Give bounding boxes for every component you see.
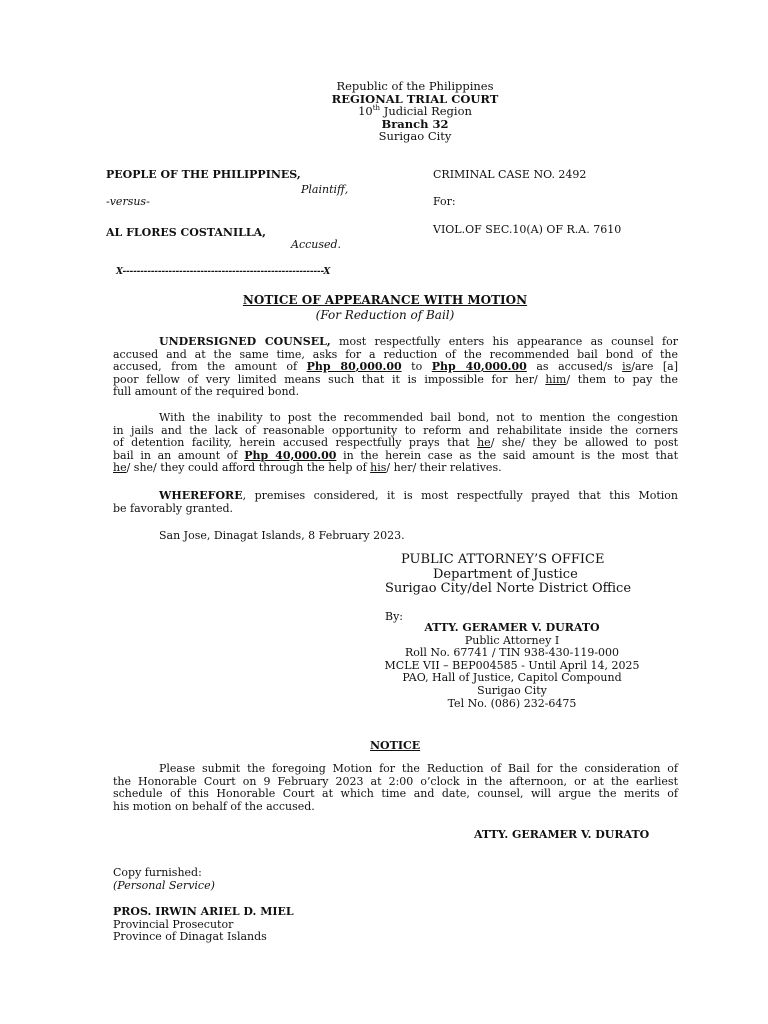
- prosecutor-block: [113, 906, 294, 944]
- prayer-paragraph: WHEREFORE, premises considered, it is most respectfully prayed that this Motion be favorably granted.: [113, 489, 678, 515]
- prosecutor-province: Province of Dinagat Islands: [113, 930, 267, 944]
- versus-label: -versus-: [106, 195, 150, 208]
- copy-mode: (Personal Service): [113, 878, 215, 892]
- signatory-block: [362, 622, 662, 710]
- signatory-name: ATTY. GERAMER V. DURATO: [424, 621, 600, 634]
- signatory-tel: Tel No. (086) 232-6475: [447, 696, 577, 710]
- plaintiff-name: PEOPLE OF THE PHILIPPINES,: [106, 168, 301, 181]
- by-label: By:: [385, 610, 404, 623]
- office-district: Surigao City/del Norte District Office: [385, 581, 632, 596]
- branch-line: Branch 32: [381, 116, 449, 131]
- document-title: NOTICE OF APPEARANCE WITH MOTION: [242, 293, 528, 307]
- republic-line: Republic of the Philippines: [336, 79, 494, 93]
- copy-label: Copy furnished:: [113, 866, 202, 879]
- plaintiff-role: Plaintiff,: [301, 183, 349, 196]
- signatory-mcle: MCLE VII – BEP004585 - Until April 14, 2025: [384, 658, 640, 672]
- offense-label: VIOL.OF SEC.10(A) OF R.A. 7610: [433, 223, 622, 236]
- prosecutor-name: PROS. IRWIN ARIEL D. MIEL: [113, 905, 294, 918]
- city-line: Surigao City: [378, 129, 452, 143]
- for-label: For:: [433, 195, 456, 208]
- signatory-roll: Roll No. 67741 / TIN 938-430-119-000: [404, 646, 620, 660]
- region-line: 10th Judicial Region: [358, 104, 472, 118]
- accused-name: AL FLORES COSTANILLA,: [106, 226, 266, 239]
- motion-paragraph-1: UNDERSIGNED COUNSEL, most respectfully enters his appearance as counsel for accused and at the same time, asks for a reduction of the recommended bail bond of the accused, from the amount of Php 80,000.00 to Php 40,000.00 as accused/s is/are [a] poor fellow of very limited means such that it is impossible for her/ him/ them to pay the full amount of the required bond.: [113, 335, 678, 399]
- accused-role: Accused.: [291, 238, 342, 251]
- notice-paragraph: Please submit the foregoing Motion for the Reduction of Bail for the consideration of the Honorable Court on 9 February 2023 at 2:00 o’clock in the afternoon, or at the earliest schedule of this Honorable Court at which time and date, counsel, will argue the merits of his motion on behalf of the accused.: [113, 762, 678, 813]
- place-and-date: San Jose, Dinagat Islands, 8 February 2023.: [159, 529, 405, 542]
- signatory-address1: PAO, Hall of Justice, Capitol Compound: [402, 671, 622, 685]
- notice-title: NOTICE: [370, 739, 421, 752]
- office-block: [385, 553, 631, 597]
- document-subtitle: (For Reduction of Bail): [315, 308, 455, 322]
- court-name: REGIONAL TRIAL COURT: [331, 91, 499, 106]
- notice-signature: ATTY. GERAMER V. DURATO: [474, 828, 650, 841]
- signatory-position: Public Attorney I: [464, 633, 560, 647]
- copy-furnished: [113, 867, 215, 892]
- signatory-address2: Surigao City: [477, 683, 547, 697]
- caption-separator: X---------------------------------------------------------X: [116, 267, 331, 277]
- court-header: [284, 80, 546, 143]
- case-number: CRIMINAL CASE NO. 2492: [433, 168, 587, 181]
- office-name: PUBLIC ATTORNEY’S OFFICE: [401, 552, 605, 567]
- office-dept: Department of Justice: [433, 566, 578, 582]
- prosecutor-title: Provincial Prosecutor: [113, 917, 234, 931]
- motion-paragraph-2: With the inability to post the recommended bail bond, not to mention the congestion in jails and the lack of reasonable opportunity to reform and rehabilitate inside the corners of detention facility, herein accused respectfully prays that he/ she/ they be allowed to post bail in an amount of Php 40,000.00 in the herein case as the said amount is the most that he/ she/ they could afford through the help of his/ her/ their relatives.: [113, 411, 679, 475]
